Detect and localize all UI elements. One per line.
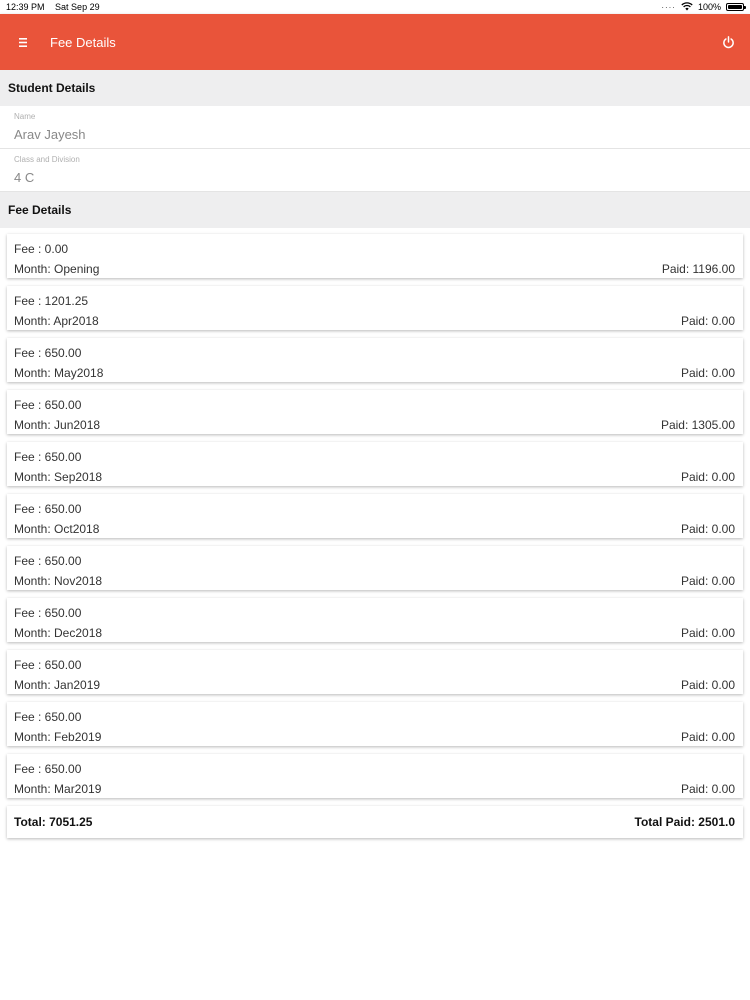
fee-paid: Paid: 1305.00 [660,418,735,432]
fee-paid: Paid: 0.00 [680,314,735,328]
fee-card [7,234,743,278]
signal-dots-icon: ···· [661,2,676,12]
fee-month: Month: Apr2018 [14,314,99,328]
fee-month: Month: Dec2018 [14,626,103,640]
fee-paid: Paid: 0.00 [680,730,735,744]
fee-amount: Fee : 650.00 [14,710,82,724]
fee-paid: Paid: 0.00 [680,678,735,692]
fee-card [7,754,743,798]
fee-card [7,650,743,694]
status-right [661,2,744,13]
battery-icon [726,3,744,11]
status-left [6,2,108,12]
fee-month: Month: Jan2019 [14,678,101,692]
power-icon[interactable] [720,34,736,50]
fee-paid: Paid: 0.00 [680,522,735,536]
fee-amount: Fee : 650.00 [14,554,82,568]
fee-paid: Paid: 0.00 [680,366,735,380]
fee-amount: Fee : 0.00 [14,242,69,256]
fee-month: Month: Sep2018 [14,470,103,484]
fee-month: Month: Feb2019 [14,730,102,744]
name-field [0,106,750,149]
fee-card [7,702,743,746]
total-amount: Total: 7051.25 [14,815,93,829]
class-value: 4 C [14,170,35,185]
fee-month: Month: May2018 [14,366,104,380]
total-card [7,806,743,838]
fee-paid: Paid: 0.00 [680,574,735,588]
app-bar [0,14,750,70]
class-label: Class and Division [14,155,80,164]
fee-card [7,286,743,330]
fee-month: Month: Jun2018 [14,418,101,432]
fee-card [7,598,743,642]
fee-card [7,338,743,382]
fee-card [7,494,743,538]
name-label: Name [14,112,36,121]
fee-card [7,546,743,590]
fee-card [7,442,743,486]
fee-amount: Fee : 650.00 [14,658,82,672]
status-date: Sat Sep 29 [55,2,100,12]
fee-month: Month: Opening [14,262,100,276]
fee-paid: Paid: 0.00 [680,470,735,484]
page-title: Fee Details [50,34,116,50]
fee-month: Month: Mar2019 [14,782,102,796]
fee-amount: Fee : 650.00 [14,346,82,360]
fee-card [7,390,743,434]
fee-paid: Paid: 0.00 [680,782,735,796]
battery-percent: 100% [697,2,721,12]
fee-amount: Fee : 1201.25 [14,294,89,308]
fee-amount: Fee : 650.00 [14,502,82,516]
student-details-header: Student Details [0,70,750,106]
status-bar [0,0,750,14]
fee-paid: Paid: 1196.00 [661,262,735,276]
fee-details-header: Fee Details [0,192,750,228]
fee-list [0,234,750,838]
hamburger-icon[interactable] [16,35,30,49]
wifi-icon [681,2,693,13]
total-paid: Total Paid: 2501.0 [634,815,735,829]
fee-paid: Paid: 0.00 [680,626,735,640]
status-time: 12:39 PM [6,2,45,12]
fee-month: Month: Nov2018 [14,574,103,588]
fee-month: Month: Oct2018 [14,522,100,536]
fee-amount: Fee : 650.00 [14,398,82,412]
class-field [0,149,750,192]
fee-amount: Fee : 650.00 [14,606,82,620]
fee-amount: Fee : 650.00 [14,450,82,464]
fee-amount: Fee : 650.00 [14,762,82,776]
name-value: Arav Jayesh [14,127,86,142]
